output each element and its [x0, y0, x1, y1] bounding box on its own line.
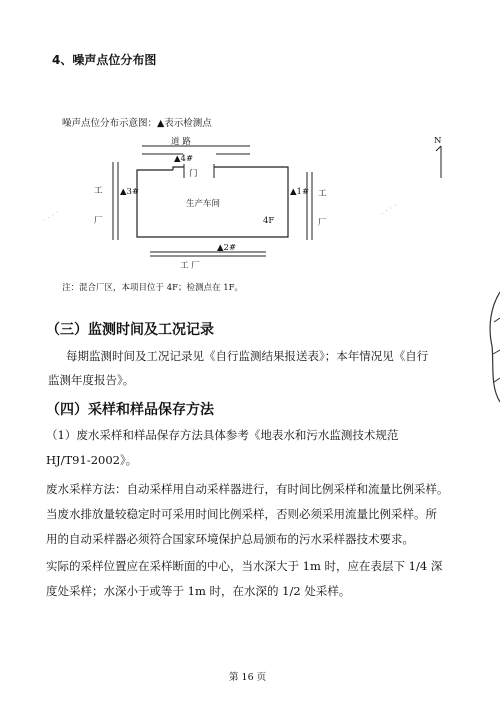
- left-factory-char-1: 工: [94, 186, 103, 196]
- section-3-heading: （三）监测时间及工况记录: [46, 322, 214, 338]
- faint-stamp-right: · · · ·: [378, 200, 399, 219]
- diagram-note: 注：混合厂区，本项目位于 4F；检测点在 1F。: [62, 283, 244, 293]
- road-label: 道 路: [171, 137, 191, 147]
- noise-point-diagram: [0, 0, 500, 300]
- section-3-para-line-1: 每期监测时间及工况记录见《自行监测结果报送表》；本年情况见《自行: [66, 349, 429, 363]
- bottom-factory-label: 工 厂: [180, 261, 200, 271]
- para-3-line-1: 实际的采样位置应在采样断面的中心，当水深大于 1m 时，应在表层下 1/4 深: [46, 559, 443, 573]
- right-factory-char-1: 工: [318, 189, 327, 199]
- diagram-caption: 噪声点位分布示意图：▲表示检测点: [62, 118, 212, 129]
- point-1: ▲1#: [290, 187, 310, 197]
- para-2-line-1: 废水采样方法：自动采样用自动采样器进行，有时间比例采样和流量比例采样。: [46, 482, 449, 496]
- section-3-para-line-2: 监测年度报告》。: [48, 373, 135, 387]
- para-1-line-2: HJ/T91-2002》。: [46, 453, 138, 467]
- para-2-line-3: 用的自动采样器必须符合国家环境保护总局颁布的污水采样器技术要求。: [46, 532, 414, 546]
- floor-label: 4F: [263, 216, 275, 226]
- page-number: 第 16 页: [229, 672, 267, 683]
- para-2-line-2: 当废水排放量较稳定时可采用时间比例采样，否则必须采用流量比例采样。所: [46, 507, 437, 521]
- left-factory-char-2: 厂: [94, 216, 103, 226]
- para-3-line-2: 度处采样；水深小于或等于 1m 时，在水深的 1/2 处采样。: [46, 584, 351, 598]
- faint-stamp-left: · · · ·: [40, 207, 61, 226]
- seam-stamp: [484, 288, 500, 406]
- building-label: 生产车间: [186, 199, 221, 209]
- point-3: ▲3#: [120, 187, 140, 197]
- section-4-heading: （四）采样和样品保存方法: [46, 402, 214, 418]
- north-arrow-head: [436, 146, 441, 151]
- door-label: 门: [189, 169, 198, 179]
- point-4: ▲4#: [174, 154, 194, 164]
- north-label: N: [434, 136, 442, 146]
- para-1-line-1: （1）废水采样和样品保存方法具体参考《地表水和污水监测技术规范: [46, 428, 399, 442]
- section-title: 4、噪声点位分布图: [52, 53, 157, 67]
- right-factory-char-2: 厂: [318, 218, 327, 228]
- point-2: ▲2#: [217, 243, 237, 253]
